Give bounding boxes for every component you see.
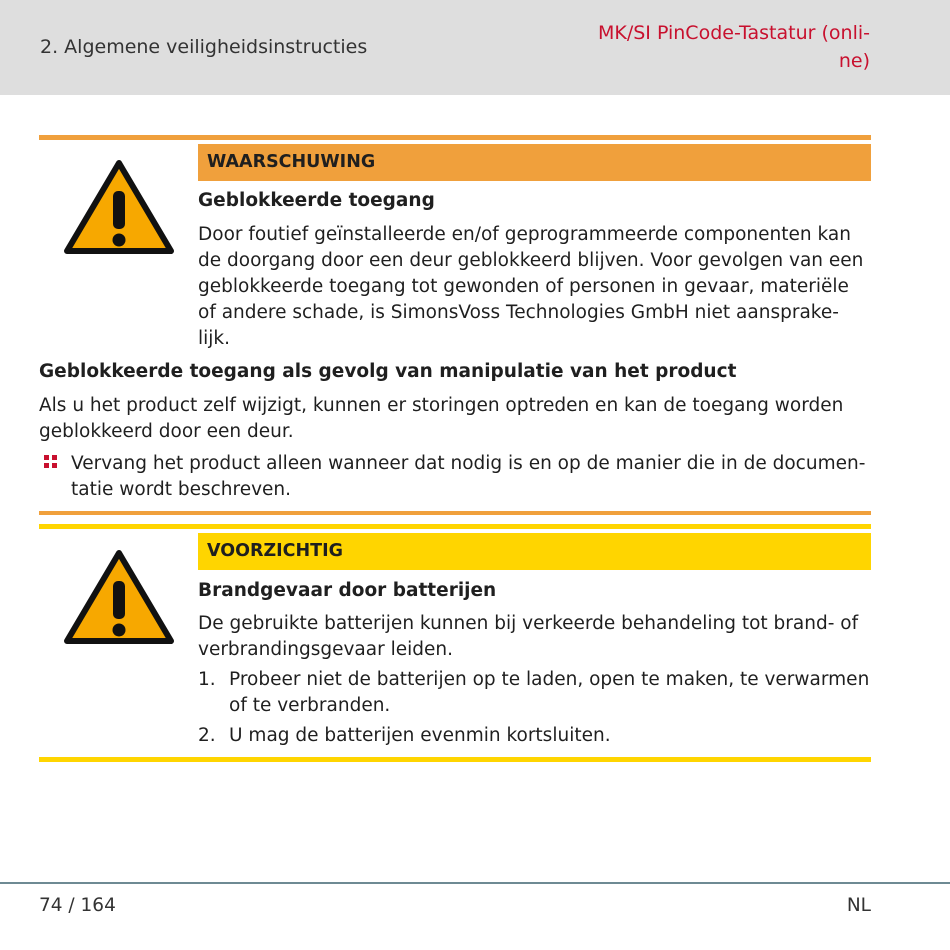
product-title-line-2: ne) xyxy=(838,50,870,72)
caution-body-line: De gebruikte batterijen kunnen bij verkeerde behandeling tot brand- of xyxy=(198,613,859,634)
caution-label: VOORZICHTIG xyxy=(198,533,871,570)
step-text-line: U mag de batterijen evenmin kortsluiten. xyxy=(229,725,611,746)
page-header xyxy=(0,0,950,95)
warning-body-line: geblokkeerde toegang tot gewonden of personen in gevaar, materiële xyxy=(198,276,849,297)
step-number: 2. xyxy=(198,725,216,746)
warning-top-rule xyxy=(39,135,871,140)
section-title: 2. Algemene veiligheidsinstructies xyxy=(40,36,368,58)
manipulation-bullet xyxy=(71,451,871,503)
manipulation-body xyxy=(39,393,871,445)
step-number: 1. xyxy=(198,669,216,690)
product-title-line-1: MK/SI PinCode-Tastatur (onli- xyxy=(597,22,870,44)
caution-body-line: verbrandingsgevaar leiden. xyxy=(198,639,453,660)
manipulation-bullet-line: tatie wordt beschreven. xyxy=(71,479,292,500)
caution-title: Brandgevaar door batterijen xyxy=(198,580,497,601)
step-text xyxy=(229,723,871,749)
red-square-bullet-icon xyxy=(44,455,58,469)
warning-body-line: Door foutief geïnstalleerde en/of geprogrammeerde componenten kan xyxy=(198,224,851,245)
language-code: NL xyxy=(846,895,871,916)
step-text xyxy=(229,667,871,719)
step-text-line: Probeer niet de batterijen op te laden, open te maken, te verwarmen xyxy=(229,669,870,690)
product-title xyxy=(550,19,870,75)
warning-body xyxy=(198,222,871,352)
caution-bottom-rule xyxy=(39,757,871,762)
warning-label: WAARSCHUWING xyxy=(198,144,871,181)
warning-title: Geblokkeerde toegang xyxy=(198,190,435,211)
warning-body-line: of andere schade, is SimonsVoss Technologies GmbH niet aansprake- xyxy=(198,302,839,323)
manipulation-heading: Geblokkeerde toegang als gevolg van manipulatie van het product xyxy=(39,361,737,382)
manipulation-bullet-line: Vervang het product alleen wanneer dat nodig is en op de manier die in de documen- xyxy=(71,453,866,474)
caution-body xyxy=(198,611,871,663)
manipulation-body-line: Als u het product zelf wijzigt, kunnen er storingen optreden en kan de toegang worden xyxy=(39,395,844,416)
warning-triangle-icon xyxy=(61,547,177,647)
page-number: 74 / 164 xyxy=(39,895,116,916)
manipulation-body-line: geblokkeerd door een deur. xyxy=(39,421,294,442)
footer-divider xyxy=(0,882,950,884)
step-text-line: of te verbranden. xyxy=(229,695,391,716)
warning-triangle-icon xyxy=(61,157,177,257)
caution-top-rule xyxy=(39,524,871,529)
warning-body-line: de doorgang door een deur geblokkeerd blijven. Voor gevolgen van een xyxy=(198,250,864,271)
warning-bottom-rule xyxy=(39,511,871,515)
warning-body-line: lijk. xyxy=(198,328,231,349)
